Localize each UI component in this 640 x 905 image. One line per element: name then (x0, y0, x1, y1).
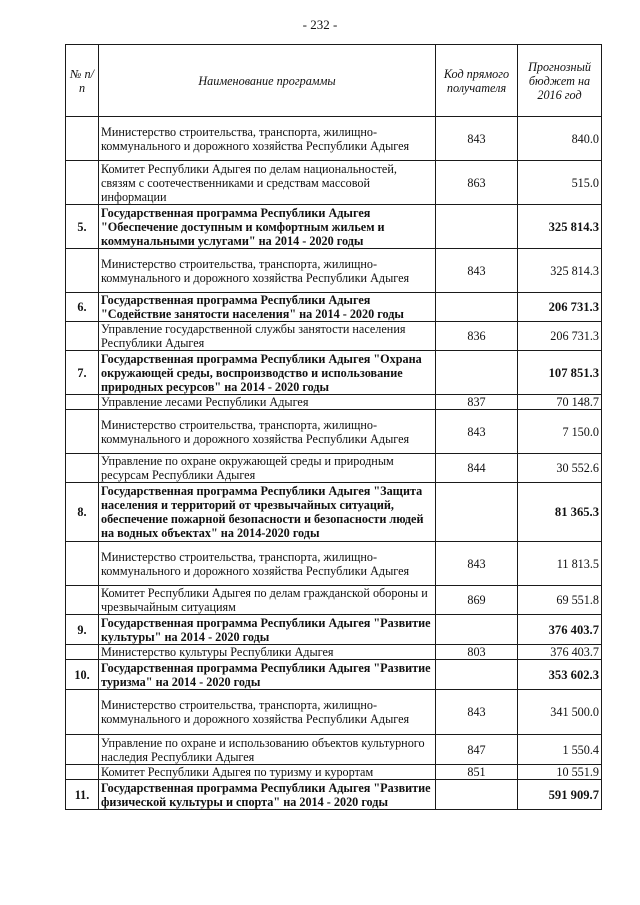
row-number: 9. (66, 615, 99, 645)
row-name: Управление по охране и использованию объектов культурного наследия Республики Адыгея (99, 735, 436, 765)
row-name: Государственная программа Республики Адыгея "Содействие занятости населения" на 2014 - 2020 годы (99, 293, 436, 322)
program-row (66, 205, 602, 249)
row-code (436, 615, 518, 645)
recipient-row (66, 765, 602, 780)
row-name: Министерство строительства, транспорта, жилищно-коммунального и дорожного хозяйства Республики Адыгея (99, 249, 436, 293)
table-body (66, 117, 602, 810)
row-name: Управление государственной службы занятости населения Республики Адыгея (99, 322, 436, 351)
recipient-row (66, 249, 602, 293)
row-number: 7. (66, 351, 99, 395)
row-code (436, 205, 518, 249)
page-number: - 232 - (302, 17, 338, 32)
recipient-row (66, 735, 602, 765)
row-amount: 341 500.0 (518, 690, 602, 735)
row-amount: 81 365.3 (518, 483, 602, 542)
row-code: 843 (436, 117, 518, 161)
header-num: № п/п (66, 45, 99, 117)
row-amount: 591 909.7 (518, 780, 602, 810)
row-amount: 353 602.3 (518, 660, 602, 690)
row-amount: 30 552.6 (518, 454, 602, 483)
row-number (66, 735, 99, 765)
row-amount: 325 814.3 (518, 205, 602, 249)
row-number (66, 765, 99, 780)
row-number (66, 410, 99, 454)
row-name: Министерство строительства, транспорта, жилищно-коммунального и дорожного хозяйства Республики Адыгея (99, 410, 436, 454)
row-amount: 7 150.0 (518, 410, 602, 454)
row-number (66, 249, 99, 293)
row-code (436, 780, 518, 810)
recipient-row (66, 410, 602, 454)
row-code (436, 293, 518, 322)
row-name: Комитет Республики Адыгея по туризму и курортам (99, 765, 436, 780)
row-number (66, 395, 99, 410)
program-row (66, 293, 602, 322)
program-row (66, 615, 602, 645)
row-name: Государственная программа Республики Адыгея "Защита населения и территорий от чрезвычайных ситуаций, обеспечение пожарной безопасности и безопасности людей на водных объектах" на 2014-2020 годы (99, 483, 436, 542)
program-row (66, 483, 602, 542)
row-amount: 840.0 (518, 117, 602, 161)
row-number (66, 117, 99, 161)
table-header-row (66, 45, 602, 117)
row-code: 844 (436, 454, 518, 483)
row-name: Министерство строительства, транспорта, жилищно-коммунального и дорожного хозяйства Республики Адыгея (99, 542, 436, 586)
recipient-row (66, 645, 602, 660)
recipient-row (66, 690, 602, 735)
header-code: Код прямого получателя (436, 45, 518, 117)
budget-table (65, 44, 602, 810)
row-amount: 515.0 (518, 161, 602, 205)
recipient-row (66, 586, 602, 615)
row-number (66, 454, 99, 483)
row-amount: 376 403.7 (518, 615, 602, 645)
row-number (66, 542, 99, 586)
row-amount: 11 813.5 (518, 542, 602, 586)
recipient-row (66, 117, 602, 161)
row-number (66, 645, 99, 660)
row-number: 8. (66, 483, 99, 542)
recipient-row (66, 454, 602, 483)
row-name: Государственная программа Республики Адыгея "Развитие культуры" на 2014 - 2020 годы (99, 615, 436, 645)
row-number (66, 161, 99, 205)
row-name: Управление по охране окружающей среды и природным ресурсам Республики Адыгея (99, 454, 436, 483)
row-number: 10. (66, 660, 99, 690)
row-code (436, 660, 518, 690)
row-number: 6. (66, 293, 99, 322)
program-row (66, 351, 602, 395)
program-row (66, 660, 602, 690)
row-code (436, 483, 518, 542)
row-number (66, 322, 99, 351)
row-code: 869 (436, 586, 518, 615)
row-name: Комитет Республики Адыгея по делам гражданской обороны и чрезвычайным ситуациям (99, 586, 436, 615)
header-name: Наименование программы (99, 45, 436, 117)
recipient-row (66, 322, 602, 351)
row-name: Государственная программа Республики Адыгея "Охрана окружающей среды, воспроизводство и использование природных ресурсов" на 2014 - 2020 годы (99, 351, 436, 395)
row-code: 837 (436, 395, 518, 410)
row-number (66, 690, 99, 735)
row-code: 843 (436, 542, 518, 586)
row-code: 843 (436, 690, 518, 735)
row-name: Государственная программа Республики Адыгея "Развитие физической культуры и спорта" на 2014 - 2020 годы (99, 780, 436, 810)
row-name: Министерство строительства, транспорта, жилищно-коммунального и дорожного хозяйства Республики Адыгея (99, 117, 436, 161)
row-amount: 1 550.4 (518, 735, 602, 765)
row-name: Управление лесами Республики Адыгея (99, 395, 436, 410)
row-number: 11. (66, 780, 99, 810)
row-code: 843 (436, 249, 518, 293)
recipient-row (66, 395, 602, 410)
header-budget: Прогнозный бюджет на 2016 год (518, 45, 602, 117)
row-code: 851 (436, 765, 518, 780)
row-amount: 10 551.9 (518, 765, 602, 780)
row-code: 843 (436, 410, 518, 454)
row-name: Государственная программа Республики Адыгея "Развитие туризма" на 2014 - 2020 годы (99, 660, 436, 690)
row-code: 836 (436, 322, 518, 351)
row-name: Комитет Республики Адыгея по делам национальностей, связям с соотечественниками и средствам массовой информации (99, 161, 436, 205)
row-code: 803 (436, 645, 518, 660)
recipient-row (66, 161, 602, 205)
row-amount: 69 551.8 (518, 586, 602, 615)
row-code: 847 (436, 735, 518, 765)
recipient-row (66, 542, 602, 586)
row-number: 5. (66, 205, 99, 249)
row-name: Министерство культуры Республики Адыгея (99, 645, 436, 660)
row-name: Министерство строительства, транспорта, жилищно-коммунального и дорожного хозяйства Республики Адыгея (99, 690, 436, 735)
row-name: Государственная программа Республики Адыгея "Обеспечение доступным и комфортным жильем и коммунальными услугами" на 2014 - 2020 годы (99, 205, 436, 249)
row-code: 863 (436, 161, 518, 205)
row-code (436, 351, 518, 395)
row-amount: 206 731.3 (518, 322, 602, 351)
row-number (66, 586, 99, 615)
row-amount: 70 148.7 (518, 395, 602, 410)
row-amount: 206 731.3 (518, 293, 602, 322)
row-amount: 376 403.7 (518, 645, 602, 660)
row-amount: 325 814.3 (518, 249, 602, 293)
program-row (66, 780, 602, 810)
row-amount: 107 851.3 (518, 351, 602, 395)
